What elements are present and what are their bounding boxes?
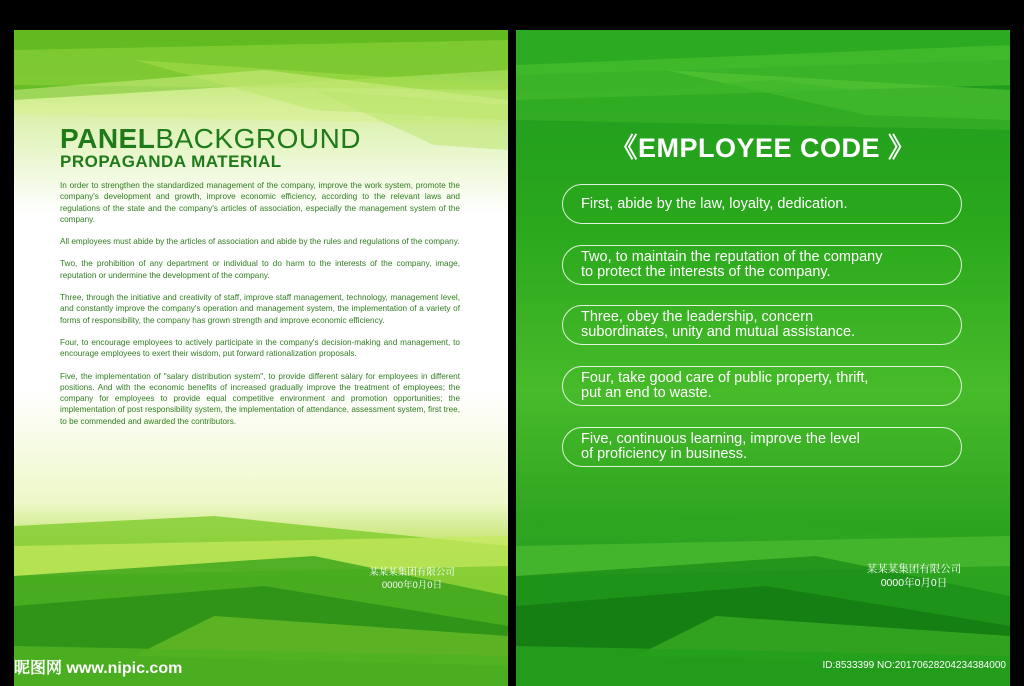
id-watermark: ID:8533399 NO:20170628204234384000	[822, 660, 1006, 671]
company-signature	[332, 566, 492, 592]
code-item-line: Three, obey the leadership, concern	[581, 309, 814, 325]
panel-subtitle: PROPAGANDA MATERIAL	[60, 152, 282, 171]
site-watermark: 昵图网 www.nipic.com	[14, 660, 183, 677]
paragraph: Three, through the initiative and creativity of staff, improve staff management, technology, management level, and constantly improve the company's operation and management system, the implementation of a variety of forms of responsibility, the company has grown strength and improve economic efficiency.	[60, 293, 460, 325]
paragraph: Five, the implementation of "salary distribution system", to provide different salary for employees in different positions. And with the economic benefits of increased gradually improve the treatment of employees; the company for employees to provide equal competitive environment and promotion opportunities; the implementation of post responsibility system, the implementation of attendance, assessment system, first tree, to be commended and awarded the contributors.	[60, 371, 460, 426]
code-item-line: Two, to maintain the reputation of the company	[581, 249, 883, 265]
code-item	[562, 305, 962, 345]
code-item	[562, 184, 962, 224]
code-item-line: subordinates, unity and mutual assistance.	[581, 324, 856, 340]
employee-code-title: 《EMPLOYEE CODE 》	[610, 133, 916, 163]
company-name: 某某某集团有限公司	[369, 567, 455, 578]
panel-title	[60, 124, 361, 154]
code-item-line: First, abide by the law, loyalty, dedication.	[581, 195, 848, 212]
code-item-line: put an end to waste.	[581, 385, 712, 401]
right-flyer-panel	[516, 30, 1010, 686]
code-item-line: of proficiency in business.	[581, 446, 748, 462]
paragraph: Four, to encourage employees to actively participate in the company's decision-making and management, to encourage employees to exert their wisdom, put forward rationalization proposals.	[60, 337, 460, 359]
paragraph: Two, the prohibition of any department or individual to do harm to the interests of the company, image, reputation or undermine the development of the company.	[60, 259, 460, 280]
company-date: 0000年0月0日	[880, 577, 948, 589]
company-date: 0000年0月0日	[381, 580, 443, 591]
body-text	[60, 180, 460, 438]
paragraph: All employees must abide by the articles of association and abide by the rules and regulations of the company.	[60, 237, 460, 247]
company-name: 某某某集团有限公司	[866, 563, 962, 575]
left-flyer-panel	[14, 30, 508, 686]
title-bold: PANEL	[60, 123, 156, 154]
code-item-line: Four, take good care of public property, thrift,	[581, 370, 869, 386]
code-item	[562, 245, 962, 285]
code-item-line: Five, continuous learning, improve the level	[581, 431, 860, 447]
paragraph: In order to strengthen the standardized management of the company, improve the work system, promote the company's development and growth, improve economic efficiency, according to the relevant laws and regulations of the state and the company's articles of association, especially the management system of the company.	[60, 181, 460, 224]
code-item	[562, 366, 962, 406]
code-item	[562, 427, 962, 467]
company-signature	[834, 562, 994, 590]
code-item-line: to protect the interests of the company.	[581, 264, 831, 280]
title-normal: BACKGROUND	[155, 123, 362, 154]
